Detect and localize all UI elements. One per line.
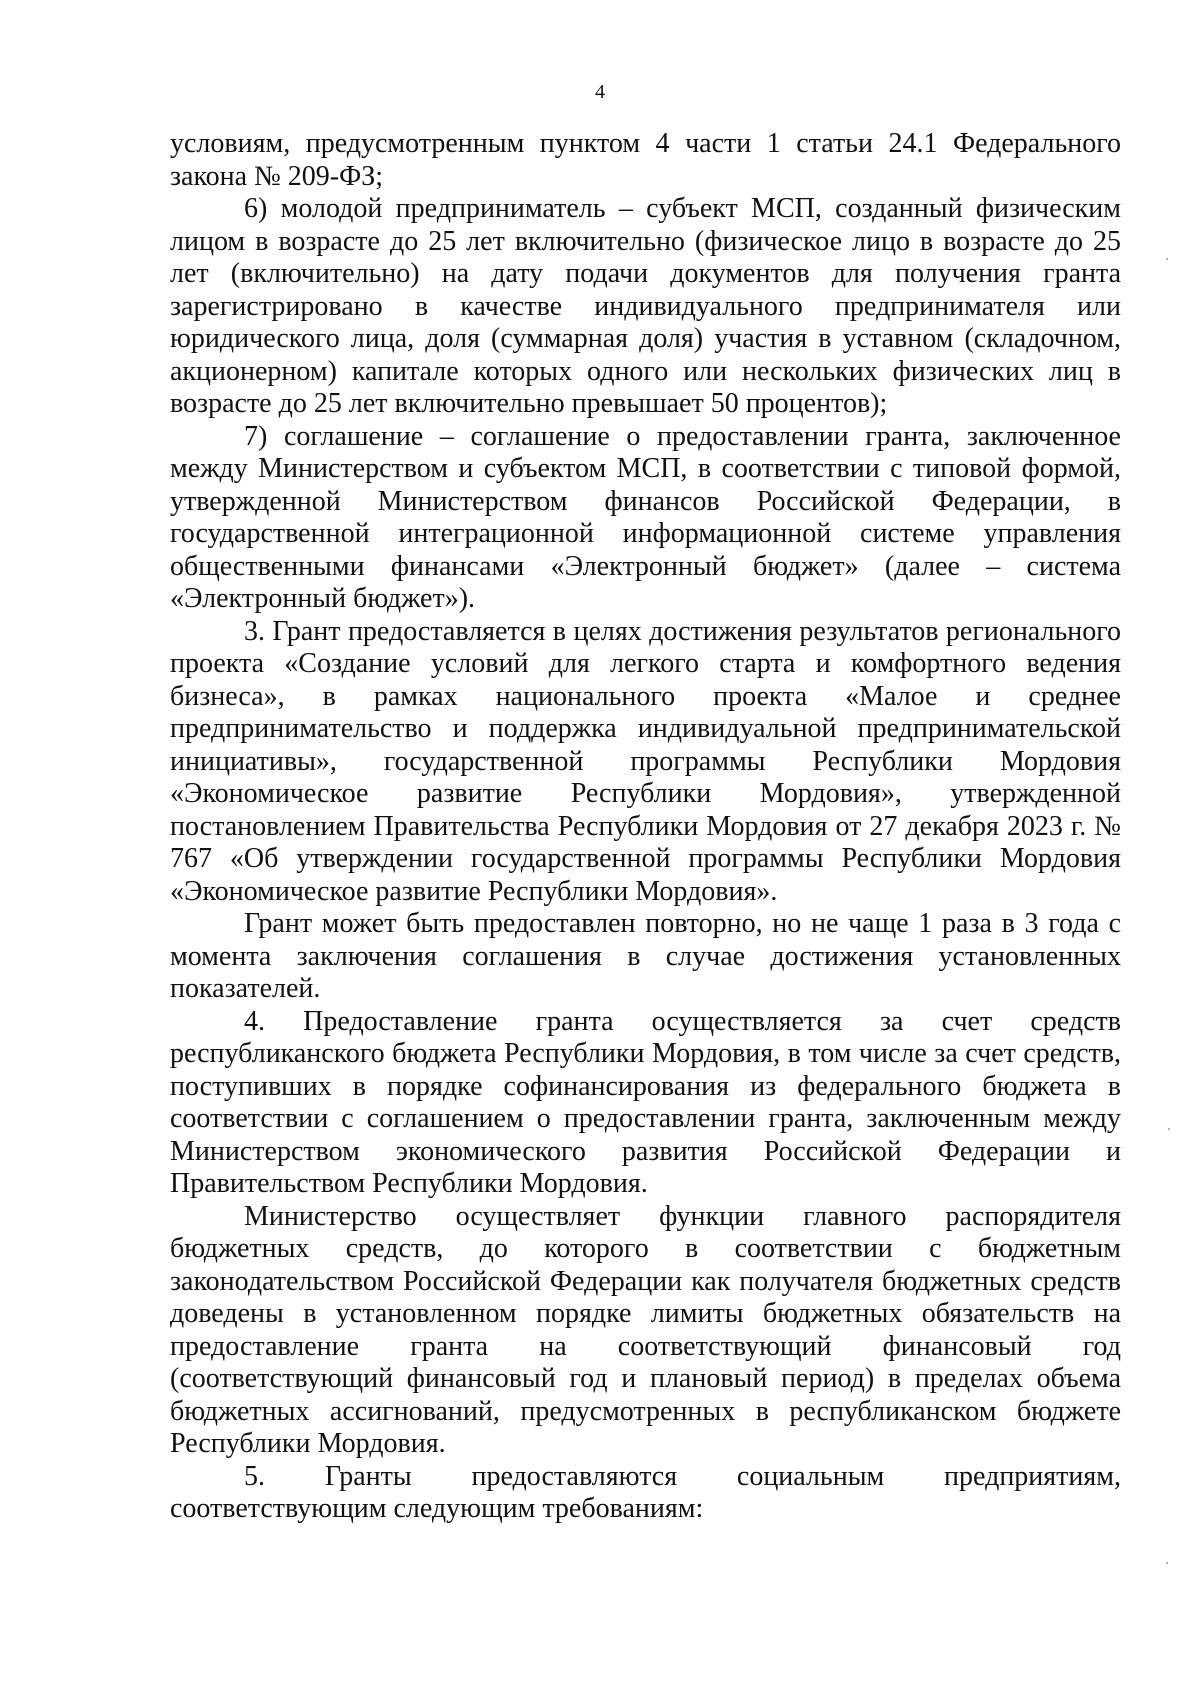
- paragraph-grant-repeat: Грант может быть предоставлен повторно, но не чаще 1 раза в 3 года с момента заключения соглашения в случае достижения установленных показателей.: [170, 908, 1121, 1004]
- scan-speck: [1166, 1562, 1168, 1564]
- paragraph-item-7-agreement: 7) соглашение – соглашение о предоставлении гранта, заключенное между Министерством и субъектом МСП, в соответствии с типовой формой, утвержденной Министерством финансов Российской Федерации, в государственной интеграционной информационной системе управления общественными финансами «Электронный бюджет» (далее – система «Электронный бюджет»).: [170, 420, 1121, 614]
- paragraph-section-5: 5. Гранты предоставляются социальным предприятиям, соответствующим следующим требованиям:: [170, 1460, 1121, 1524]
- document-body: [170, 128, 1121, 1526]
- paragraph-ministry-functions: Министерство осуществляет функции главного распорядителя бюджетных средств, до которого в соответствии с бюджетным законодательством Российской Федерации как получателя бюджетных средств доведены в установленном порядке лимиты бюджетных обязательств на предоставление гранта на соответствующий финансовый год (соответствующий финансовый год и плановый период) в пределах объема бюджетных ассигнований, предусмотренных в республиканском бюджете Республики Мордовия.: [170, 1200, 1121, 1459]
- page-number: 4: [595, 81, 605, 103]
- paragraph-section-4: 4. Предоставление гранта осуществляется за счет средств республиканского бюджета Республики Мордовия, в том числе за счет средств, поступивших в порядке софинансирования из федерального бюджета в соответствии с соглашением о предоставлении гранта, заключенным между Министерством экономического развития Российской Федерации и Правительством Республики Мордовия.: [170, 1005, 1121, 1199]
- paragraph-section-3: 3. Грант предоставляется в целях достижения результатов регионального проекта «Создание условий для легкого старта и комфортного ведения бизнеса», в рамках национального проекта «Малое и среднее предпринимательство и поддержка индивидуальной предпринимательской инициативы», государственной программы Республики Мордовия «Экономическое развитие Республики Мордовия», утвержденной постановлением Правительства Республики Мордовия от 27 декабря 2023 г. № 767 «Об утверждении государственной программы Республики Мордовия «Экономическое развитие Республики Мордовия».: [170, 615, 1121, 907]
- paragraph-item-6-young-entrepreneur: 6) молодой предприниматель – субъект МСП, созданный физическим лицом в возрасте до 25 лет включительно (физическое лицо в возрасте до 25 лет (включительно) на дату подачи документов для получения гранта зарегистрировано в качестве индивидуального предпринимателя или юридического лица, доля (суммарная доля) участия в уставном (складочном, акционерном) капитале которых одного или нескольких физических лиц в возрасте до 25 лет включительно превышает 50 процентов);: [170, 193, 1121, 419]
- paragraph-continuation: условиям, предусмотренным пунктом 4 части 1 статьи 24.1 Федерального закона № 209-ФЗ;: [170, 128, 1121, 192]
- scan-speck: [1166, 258, 1168, 260]
- scan-speck: [1168, 1128, 1170, 1130]
